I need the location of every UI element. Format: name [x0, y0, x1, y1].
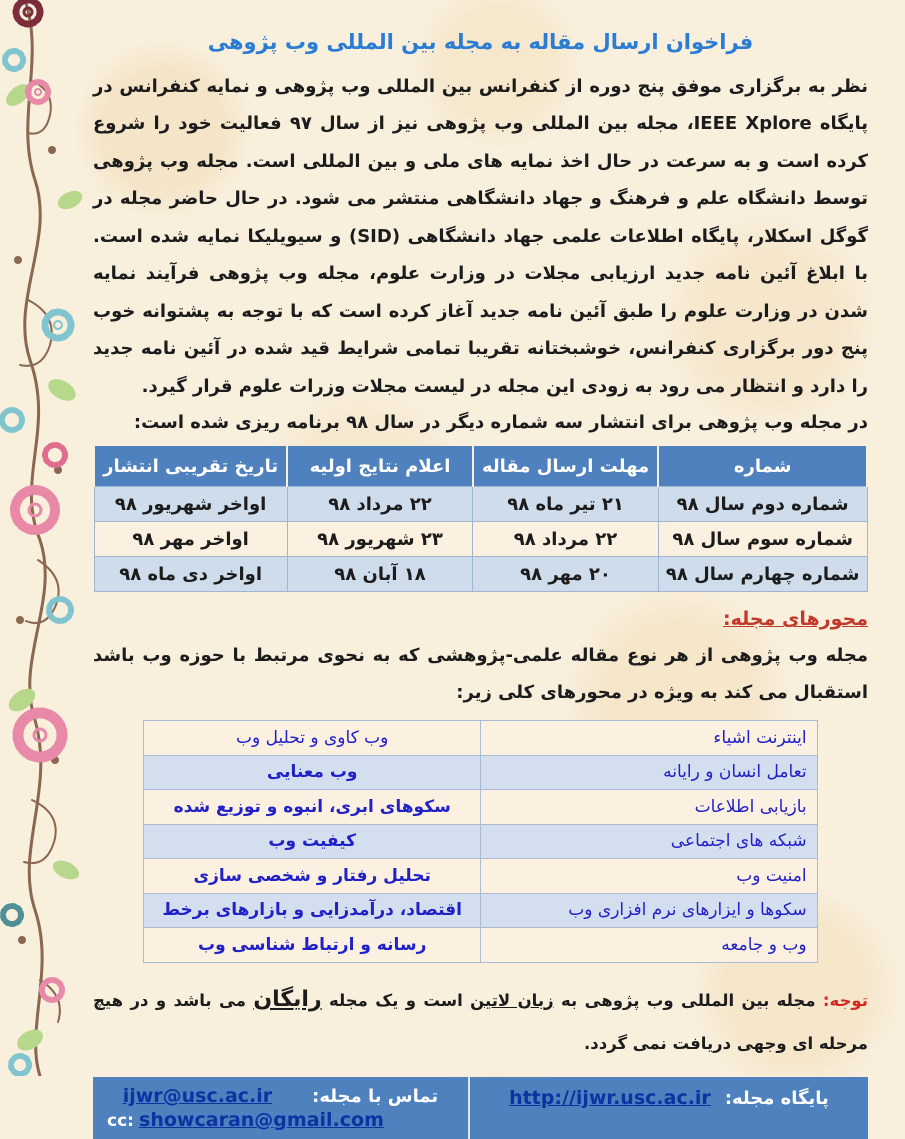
table-row [144, 928, 817, 963]
schedule-cell: اواخر شهریور ۹۸ [94, 487, 287, 522]
contact-cell [93, 1077, 469, 1139]
schedule-cell: شماره دوم سال ۹۸ [658, 487, 867, 522]
topic-cell: سکوها و ایزارهای نرم افزاری وب [481, 893, 818, 928]
topics-section-heading: محورهای مجله: [723, 608, 868, 631]
schedule-header-submission-deadline: مهلت ارسال مقاله [473, 446, 659, 487]
topic-cell: وب کاوی و تحلیل وب [144, 721, 481, 756]
schedule-cell: شماره چهارم سال ۹۸ [658, 557, 867, 592]
topic-cell: سکوهای ابری، انبوه و توزیع شده [144, 790, 481, 825]
schedule-cell: ۱۸ آبان ۹۸ [287, 557, 473, 592]
schedule-cell: شماره سوم سال ۹۸ [658, 522, 867, 557]
contact-label: تماس با مجله: [312, 1086, 439, 1108]
table-row [93, 1077, 868, 1139]
schedule-cell: اواخر مهر ۹۸ [94, 522, 287, 557]
topic-cell: وب معنایی [144, 755, 481, 790]
topic-cell: اینترنت اشیاء [481, 721, 818, 756]
schedule-intro-line: در مجله وب پژوهی برای انتشار سه شماره دیگر در سال ۹۸ برنامه ریزی شده است: [133, 411, 868, 433]
topics-table [143, 720, 817, 963]
journal-email-link[interactable]: ijwr@usc.ac.ir [122, 1085, 273, 1108]
schedule-header-issue: شماره [658, 446, 867, 487]
topic-cell: وب و جامعه [481, 928, 818, 963]
contact-footer-table [93, 1077, 868, 1139]
cc-email-link[interactable]: showcaran@gmail.com [139, 1109, 384, 1132]
topic-cell: تعامل انسان و رایانه [481, 755, 818, 790]
intro-paragraph: نظر به برگزاری موفق پنج دوره از کنفرانس بین المللی وب پژوهی و نمایه کنفرانس در پایگاه IEEE Xplore، مجله بین المللی وب پژوهی نیز از سال ۹۷ فعالیت خود را شروع کرده است و به سرعت در حال اخذ نمایه های ملی و بین المللی است. مجله وب پژوهی توسط دانشگاه علم و فرهنگ و جهاد دانشگاهی منتشر می شود. در حال حاضر مجله در گوگل اسکلار، پایگاه اطلاعات علمی جهاد دانشگاهی (SID) و سیویلیکا نمایه شده است. با ابلاغ آئین نامه جدید ارزیابی مجلات در وزارت علوم، مجله وب پژوهی فرآیند نمایه شدن در وزارت علوم را طبق آئین نامه جدید آغاز کرده است که با توجه به پشتوانه خوب پنج دور برگزاری کنفرانس، خوشبختانه تقریبا تمامی شرایط قید شده در آئین نامه جدید را دارد و انتظار می رود به زودی این مجله در لیست مجلات وزرات علوم قرار گیرد. [93, 76, 868, 397]
note-text: می باشد و در هیچ مرحله ای وجهی دریافت نمی گردد. [93, 990, 868, 1054]
table-row [144, 859, 817, 894]
note-latin-underlined: زبان لاتین [470, 990, 554, 1010]
note-label: توجه: [822, 990, 868, 1010]
topic-cell: امنیت وب [481, 859, 818, 894]
schedule-header-publication-date: تاریخ تقریبی انتشار [94, 446, 287, 487]
note-text: است و یک مجله [321, 990, 471, 1010]
table-row [144, 755, 817, 790]
table-row [144, 893, 817, 928]
publication-schedule-table [93, 446, 868, 593]
schedule-cell: ۲۱ تیر ماه ۹۸ [473, 487, 659, 522]
schedule-cell: ۲۲ مرداد ۹۸ [287, 487, 473, 522]
table-row [94, 487, 867, 522]
flyer-content [93, 30, 868, 1139]
topic-cell: کیفیت وب [144, 824, 481, 859]
topic-cell: تحلیل رفتار و شخصی سازی [144, 859, 481, 894]
page-title: فراخوان ارسال مقاله به مجله بین المللی وب پژوهی [207, 30, 754, 54]
cc-label: cc: [107, 1111, 134, 1132]
topic-cell: رسانه و ارتباط شناسی وب [144, 928, 481, 963]
journal-website-link[interactable]: http://ijwr.usc.ac.ir [509, 1087, 711, 1110]
topic-cell: اقتصاد، درآمدزایی و بازارهای برخط [144, 893, 481, 928]
attention-note [93, 975, 868, 1064]
website-cell [469, 1077, 868, 1139]
table-row [144, 824, 817, 859]
topics-description: مجله وب پژوهی از هر نوع مقاله علمی-پژوهشی که به نحوی مرتبط با حوزه وب باشد استقبال می کند به ویژه در محورهای کلی زیر: [93, 645, 868, 704]
schedule-header-row [94, 446, 867, 487]
schedule-cell: ۲۲ مرداد ۹۸ [473, 522, 659, 557]
schedule-cell: ۲۰ مهر ۹۸ [473, 557, 659, 592]
note-free-underlined: رایگان [253, 986, 322, 1012]
website-label: پایگاه مجله: [724, 1088, 829, 1110]
table-row [144, 721, 817, 756]
table-row [94, 557, 867, 592]
floral-border-decoration [0, 0, 100, 1076]
table-row [144, 790, 817, 825]
note-text: مجله بین المللی وب پژوهی به [553, 990, 823, 1010]
schedule-cell: ۲۳ شهریور ۹۸ [287, 522, 473, 557]
schedule-cell: اواخر دی ماه ۹۸ [94, 557, 287, 592]
topic-cell: شبکه های اجتماعی [481, 824, 818, 859]
schedule-header-initial-results: اعلام نتایج اولیه [287, 446, 473, 487]
topic-cell: بازیابی اطلاعات [481, 790, 818, 825]
table-row [94, 522, 867, 557]
